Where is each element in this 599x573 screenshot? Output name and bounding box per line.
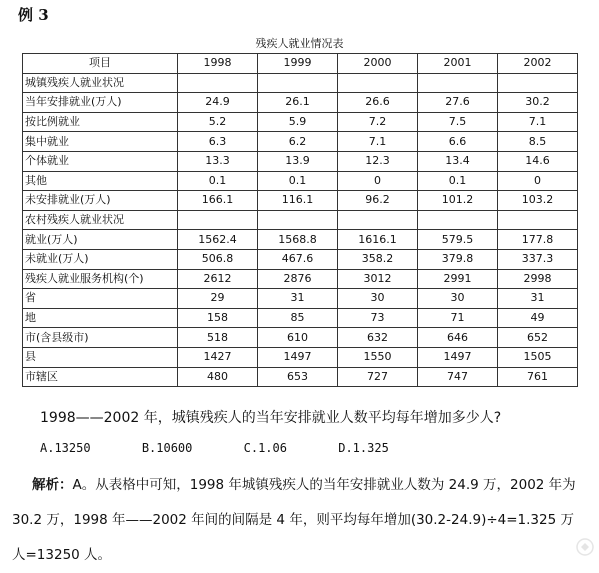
value-cell: 14.6	[498, 151, 578, 171]
table-row	[23, 151, 578, 171]
value-cell	[178, 73, 258, 93]
value-cell: 6.3	[178, 132, 258, 152]
row-label: 省	[23, 289, 178, 309]
value-cell: 30	[338, 289, 418, 309]
row-label: 集中就业	[23, 132, 178, 152]
table-row	[23, 93, 578, 113]
value-cell: 12.3	[338, 151, 418, 171]
value-cell: 646	[418, 328, 498, 348]
value-cell: 1505	[498, 347, 578, 367]
value-cell: 379.8	[418, 249, 498, 269]
value-cell: 2612	[178, 269, 258, 289]
options-list	[40, 441, 433, 455]
table-row	[23, 191, 578, 211]
value-cell: 0.1	[418, 171, 498, 191]
row-label: 城镇残疾人就业状况	[23, 73, 178, 93]
value-cell: 26.6	[338, 93, 418, 113]
value-cell	[258, 73, 338, 93]
header-cell: 2001	[418, 54, 498, 74]
value-cell: 2998	[498, 269, 578, 289]
value-cell	[498, 210, 578, 230]
value-cell: 653	[258, 367, 338, 387]
value-cell: 24.9	[178, 93, 258, 113]
table-row	[23, 328, 578, 348]
value-cell	[418, 210, 498, 230]
row-label: 就业(万人)	[23, 230, 178, 250]
value-cell	[178, 210, 258, 230]
table-row	[23, 112, 578, 132]
value-cell: 5.2	[178, 112, 258, 132]
table-row	[23, 132, 578, 152]
row-label: 未安排就业(万人)	[23, 191, 178, 211]
row-label: 残疾人就业服务机构(个)	[23, 269, 178, 289]
value-cell: 6.6	[418, 132, 498, 152]
employment-table	[22, 53, 578, 387]
header-cell: 1998	[178, 54, 258, 74]
header-cell: 2000	[338, 54, 418, 74]
row-label: 市辖区	[23, 367, 178, 387]
table-row	[23, 210, 578, 230]
row-label: 农村残疾人就业状况	[23, 210, 178, 230]
value-cell: 30	[418, 289, 498, 309]
value-cell: 31	[498, 289, 578, 309]
option-a: A.13250	[40, 441, 91, 455]
value-cell: 8.5	[498, 132, 578, 152]
value-cell: 337.3	[498, 249, 578, 269]
value-cell: 30.2	[498, 93, 578, 113]
option-d: D.1.325	[338, 441, 389, 455]
header-cell: 2002	[498, 54, 578, 74]
value-cell: 5.9	[258, 112, 338, 132]
question-text: 1998——2002 年，城镇残疾人的当年安排就业人数平均每年增加多少人?	[40, 410, 502, 426]
row-label: 按比例就业	[23, 112, 178, 132]
value-cell: 85	[258, 308, 338, 328]
value-cell: 3012	[338, 269, 418, 289]
value-cell: 13.9	[258, 151, 338, 171]
value-cell: 71	[418, 308, 498, 328]
value-cell	[338, 210, 418, 230]
value-cell: 1497	[258, 347, 338, 367]
value-cell: 0.1	[258, 171, 338, 191]
analysis-label: 解析：	[32, 477, 73, 493]
value-cell: 26.1	[258, 93, 338, 113]
value-cell: 116.1	[258, 191, 338, 211]
value-cell	[258, 210, 338, 230]
value-cell: 1497	[418, 347, 498, 367]
value-cell: 27.6	[418, 93, 498, 113]
analysis-text: A。从表格中可知，1998 年城镇残疾人的当年安排就业人数为 24.9 万，2002 年为 30.2 万，1998 年——2002 年间的间隔是 4 年，则平均每年增加(30.2-24.9)÷4=1.325 万人=13250 人。	[12, 477, 576, 563]
row-label: 个体就业	[23, 151, 178, 171]
row-label: 县	[23, 347, 178, 367]
value-cell: 747	[418, 367, 498, 387]
value-cell: 1562.4	[178, 230, 258, 250]
value-cell: 518	[178, 328, 258, 348]
table-header-row	[23, 54, 578, 74]
value-cell: 13.3	[178, 151, 258, 171]
value-cell: 6.2	[258, 132, 338, 152]
table-row	[23, 367, 578, 387]
value-cell: 96.2	[338, 191, 418, 211]
value-cell: 13.4	[418, 151, 498, 171]
value-cell: 73	[338, 308, 418, 328]
value-cell: 0	[338, 171, 418, 191]
value-cell: 2876	[258, 269, 338, 289]
table-row	[23, 249, 578, 269]
row-label: 当年安排就业(万人)	[23, 93, 178, 113]
value-cell: 1427	[178, 347, 258, 367]
value-cell: 610	[258, 328, 338, 348]
value-cell: 480	[178, 367, 258, 387]
value-cell: 31	[258, 289, 338, 309]
table-row	[23, 230, 578, 250]
value-cell: 177.8	[498, 230, 578, 250]
watermark-icon	[575, 537, 595, 557]
value-cell: 579.5	[418, 230, 498, 250]
table-row	[23, 347, 578, 367]
option-b: B.10600	[141, 441, 193, 455]
value-cell: 2991	[418, 269, 498, 289]
value-cell: 7.1	[498, 112, 578, 132]
table-title: 残疾人就业情况表	[255, 37, 344, 50]
value-cell: 1568.8	[258, 230, 338, 250]
value-cell	[418, 73, 498, 93]
row-label: 其他	[23, 171, 178, 191]
row-label: 地	[23, 308, 178, 328]
value-cell: 158	[178, 308, 258, 328]
value-cell	[338, 73, 418, 93]
analysis-paragraph	[12, 468, 587, 573]
value-cell: 7.1	[338, 132, 418, 152]
table-row	[23, 73, 578, 93]
row-label: 未就业(万人)	[23, 249, 178, 269]
value-cell: 29	[178, 289, 258, 309]
option-c: C.1.06	[243, 441, 287, 455]
value-cell: 103.2	[498, 191, 578, 211]
value-cell	[498, 73, 578, 93]
value-cell: 0	[498, 171, 578, 191]
table-row	[23, 308, 578, 328]
table-row	[23, 269, 578, 289]
value-cell: 727	[338, 367, 418, 387]
value-cell: 467.6	[258, 249, 338, 269]
value-cell: 0.1	[178, 171, 258, 191]
value-cell: 166.1	[178, 191, 258, 211]
value-cell: 506.8	[178, 249, 258, 269]
value-cell: 1550	[338, 347, 418, 367]
table-row	[23, 289, 578, 309]
value-cell: 632	[338, 328, 418, 348]
value-cell: 1616.1	[338, 230, 418, 250]
value-cell: 49	[498, 308, 578, 328]
value-cell: 101.2	[418, 191, 498, 211]
value-cell: 7.2	[338, 112, 418, 132]
row-label: 市(含县级市)	[23, 328, 178, 348]
header-cell: 项目	[23, 54, 178, 74]
value-cell: 652	[498, 328, 578, 348]
header-cell: 1999	[258, 54, 338, 74]
example-label: 例 3	[18, 6, 49, 24]
value-cell: 761	[498, 367, 578, 387]
value-cell: 7.5	[418, 112, 498, 132]
value-cell: 358.2	[338, 249, 418, 269]
table-row	[23, 171, 578, 191]
